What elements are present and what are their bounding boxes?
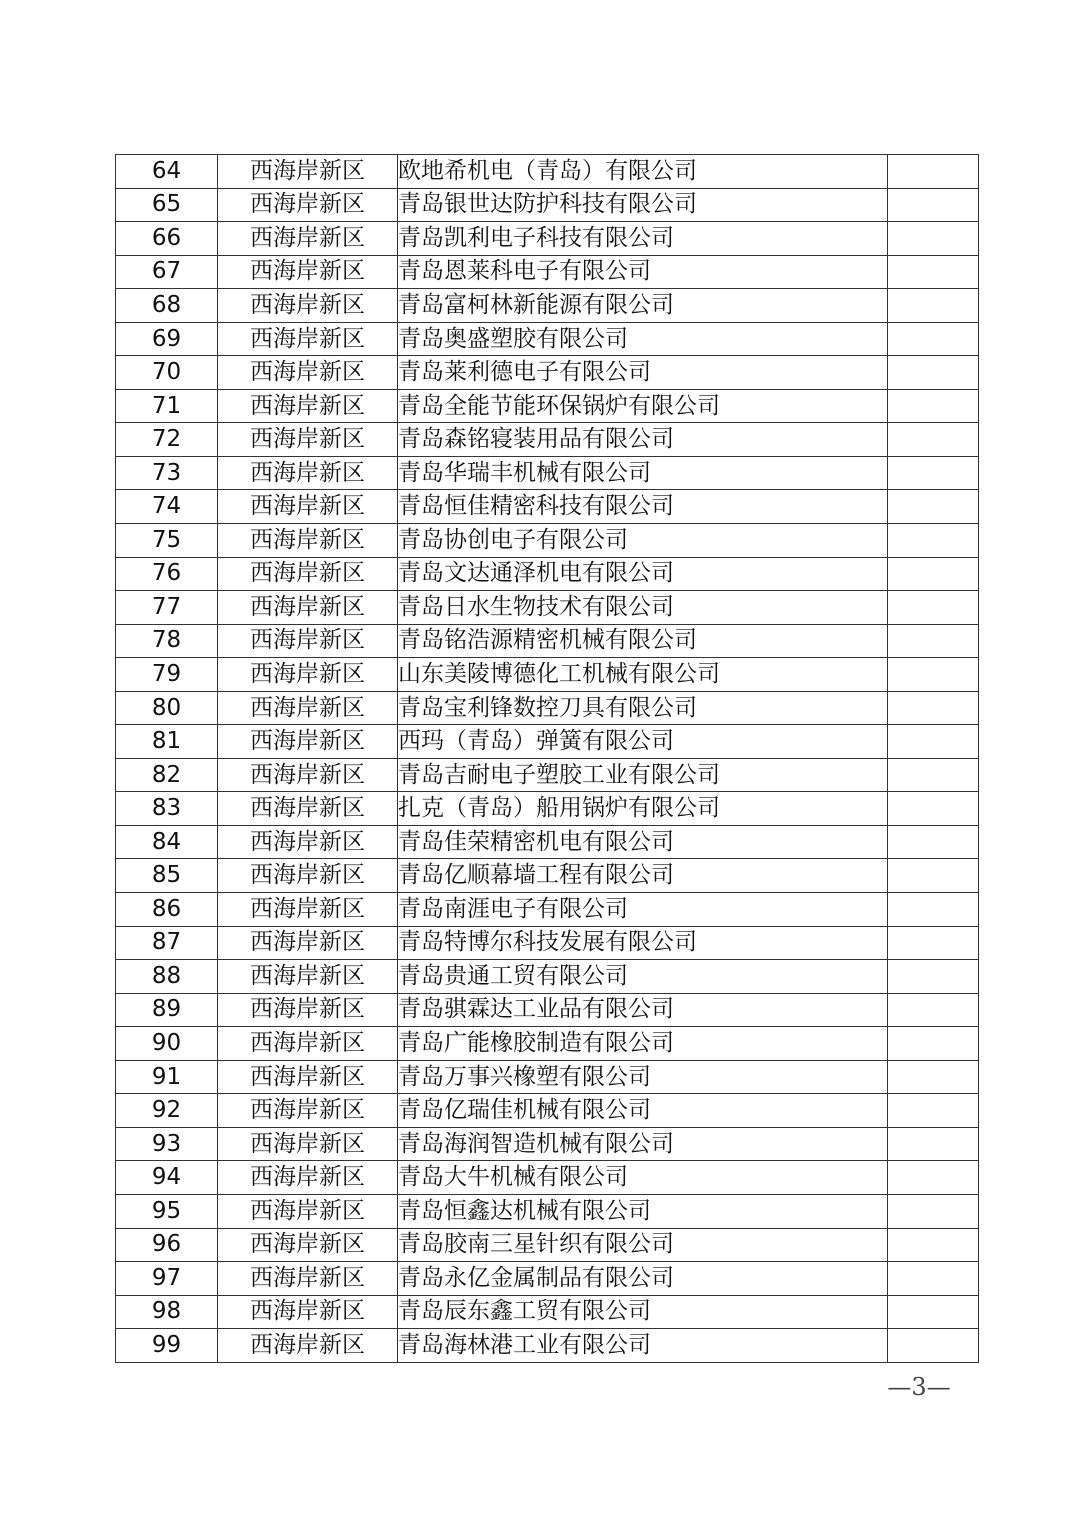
district-cell: 西海岸新区 [218,658,398,692]
company-name-cell: 青岛广能橡胶制造有限公司 [398,1027,888,1061]
company-name-cell: 青岛亿瑞佳机械有限公司 [398,1094,888,1128]
district-cell: 西海岸新区 [218,524,398,558]
company-name-cell: 青岛海润智造机械有限公司 [398,1127,888,1161]
table-row [116,423,979,457]
company-list-body [116,155,979,1363]
row-number-cell: 81 [116,725,218,759]
table-row [116,725,979,759]
note-cell [888,1262,979,1296]
row-number-cell: 64 [116,155,218,189]
table-row [116,1194,979,1228]
note-cell [888,591,979,625]
note-cell [888,1127,979,1161]
company-name-cell: 西玛（青岛）弹簧有限公司 [398,725,888,759]
district-cell: 西海岸新区 [218,222,398,256]
row-number-cell: 71 [116,389,218,423]
table-row [116,758,979,792]
district-cell: 西海岸新区 [218,490,398,524]
row-number-cell: 88 [116,960,218,994]
row-number-cell: 82 [116,758,218,792]
district-cell: 西海岸新区 [218,1228,398,1262]
company-name-cell: 青岛南涯电子有限公司 [398,893,888,927]
company-name-cell: 青岛恒鑫达机械有限公司 [398,1194,888,1228]
company-name-cell: 青岛亿顺幕墙工程有限公司 [398,859,888,893]
row-number-cell: 66 [116,222,218,256]
note-cell [888,222,979,256]
table-row [116,1329,979,1363]
table-row [116,289,979,323]
company-name-cell: 青岛万事兴橡塑有限公司 [398,1060,888,1094]
row-number-cell: 87 [116,926,218,960]
row-number-cell: 76 [116,557,218,591]
row-number-cell: 86 [116,893,218,927]
table-row [116,926,979,960]
note-cell [888,490,979,524]
table-row [116,792,979,826]
district-cell: 西海岸新区 [218,1194,398,1228]
row-number-cell: 95 [116,1194,218,1228]
company-name-cell: 青岛全能节能环保锅炉有限公司 [398,389,888,423]
company-name-cell: 青岛协创电子有限公司 [398,524,888,558]
district-cell: 西海岸新区 [218,557,398,591]
row-number-cell: 83 [116,792,218,826]
district-cell: 西海岸新区 [218,926,398,960]
company-list-table [115,154,979,1363]
district-cell: 西海岸新区 [218,725,398,759]
table-row [116,524,979,558]
row-number-cell: 80 [116,691,218,725]
district-cell: 西海岸新区 [218,1127,398,1161]
row-number-cell: 99 [116,1329,218,1363]
table-row [116,1295,979,1329]
row-number-cell: 73 [116,456,218,490]
table-row [116,859,979,893]
row-number-cell: 93 [116,1127,218,1161]
note-cell [888,859,979,893]
note-cell [888,456,979,490]
company-name-cell: 青岛森铭寝装用品有限公司 [398,423,888,457]
district-cell: 西海岸新区 [218,825,398,859]
note-cell [888,1094,979,1128]
page-number: —3— [887,1373,951,1401]
note-cell [888,1161,979,1195]
note-cell [888,423,979,457]
note-cell [888,792,979,826]
company-name-cell: 青岛大牛机械有限公司 [398,1161,888,1195]
district-cell: 西海岸新区 [218,1329,398,1363]
company-name-cell: 青岛富柯林新能源有限公司 [398,289,888,323]
table-row [116,658,979,692]
row-number-cell: 84 [116,825,218,859]
row-number-cell: 68 [116,289,218,323]
company-name-cell: 扎克（青岛）船用锅炉有限公司 [398,792,888,826]
company-name-cell: 青岛文达通泽机电有限公司 [398,557,888,591]
row-number-cell: 78 [116,624,218,658]
district-cell: 西海岸新区 [218,389,398,423]
company-name-cell: 青岛永亿金属制品有限公司 [398,1262,888,1296]
table-row [116,960,979,994]
note-cell [888,1295,979,1329]
row-number-cell: 98 [116,1295,218,1329]
table-row [116,490,979,524]
district-cell: 西海岸新区 [218,758,398,792]
note-cell [888,893,979,927]
company-name-cell: 青岛骐霖达工业品有限公司 [398,993,888,1027]
company-name-cell: 欧地希机电（青岛）有限公司 [398,155,888,189]
district-cell: 西海岸新区 [218,289,398,323]
district-cell: 西海岸新区 [218,893,398,927]
row-number-cell: 69 [116,322,218,356]
note-cell [888,1027,979,1061]
row-number-cell: 96 [116,1228,218,1262]
note-cell [888,658,979,692]
table-row [116,1228,979,1262]
row-number-cell: 92 [116,1094,218,1128]
company-name-cell: 青岛海林港工业有限公司 [398,1329,888,1363]
table-row [116,1161,979,1195]
district-cell: 西海岸新区 [218,456,398,490]
note-cell [888,1060,979,1094]
note-cell [888,524,979,558]
row-number-cell: 89 [116,993,218,1027]
company-name-cell: 青岛贵通工贸有限公司 [398,960,888,994]
table-row [116,993,979,1027]
row-number-cell: 75 [116,524,218,558]
district-cell: 西海岸新区 [218,423,398,457]
table-row [116,322,979,356]
district-cell: 西海岸新区 [218,1027,398,1061]
table-row [116,1127,979,1161]
note-cell [888,960,979,994]
company-name-cell: 青岛辰东鑫工贸有限公司 [398,1295,888,1329]
note-cell [888,389,979,423]
district-cell: 西海岸新区 [218,356,398,390]
note-cell [888,825,979,859]
note-cell [888,255,979,289]
note-cell [888,155,979,189]
note-cell [888,1228,979,1262]
table-row [116,1060,979,1094]
company-name-cell: 青岛佳荣精密机电有限公司 [398,825,888,859]
table-row [116,188,979,222]
row-number-cell: 65 [116,188,218,222]
company-name-cell: 青岛宝利锋数控刀具有限公司 [398,691,888,725]
note-cell [888,1329,979,1363]
district-cell: 西海岸新区 [218,1060,398,1094]
district-cell: 西海岸新区 [218,1295,398,1329]
note-cell [888,557,979,591]
district-cell: 西海岸新区 [218,624,398,658]
company-name-cell: 青岛日水生物技术有限公司 [398,591,888,625]
note-cell [888,926,979,960]
company-name-cell: 青岛莱利德电子有限公司 [398,356,888,390]
company-name-cell: 青岛银世达防护科技有限公司 [398,188,888,222]
district-cell: 西海岸新区 [218,960,398,994]
company-name-cell: 青岛凯利电子科技有限公司 [398,222,888,256]
row-number-cell: 72 [116,423,218,457]
note-cell [888,1194,979,1228]
table-row [116,1027,979,1061]
table-row [116,825,979,859]
note-cell [888,289,979,323]
note-cell [888,322,979,356]
district-cell: 西海岸新区 [218,591,398,625]
table-row [116,255,979,289]
table-row [116,456,979,490]
row-number-cell: 74 [116,490,218,524]
district-cell: 西海岸新区 [218,255,398,289]
district-cell: 西海岸新区 [218,1262,398,1296]
table-row [116,557,979,591]
table-row [116,155,979,189]
company-name-cell: 青岛吉耐电子塑胶工业有限公司 [398,758,888,792]
table-row [116,591,979,625]
company-name-cell: 青岛特博尔科技发展有限公司 [398,926,888,960]
company-name-cell: 青岛铭浩源精密机械有限公司 [398,624,888,658]
district-cell: 西海岸新区 [218,1094,398,1128]
district-cell: 西海岸新区 [218,691,398,725]
note-cell [888,725,979,759]
row-number-cell: 91 [116,1060,218,1094]
note-cell [888,624,979,658]
row-number-cell: 94 [116,1161,218,1195]
district-cell: 西海岸新区 [218,322,398,356]
note-cell [888,993,979,1027]
row-number-cell: 79 [116,658,218,692]
table-row [116,389,979,423]
table-row [116,1094,979,1128]
district-cell: 西海岸新区 [218,792,398,826]
district-cell: 西海岸新区 [218,155,398,189]
table-row [116,222,979,256]
district-cell: 西海岸新区 [218,993,398,1027]
row-number-cell: 77 [116,591,218,625]
company-name-cell: 青岛华瑞丰机械有限公司 [398,456,888,490]
note-cell [888,691,979,725]
district-cell: 西海岸新区 [218,1161,398,1195]
row-number-cell: 67 [116,255,218,289]
company-name-cell: 青岛恩莱科电子有限公司 [398,255,888,289]
district-cell: 西海岸新区 [218,859,398,893]
note-cell [888,758,979,792]
table-row [116,1262,979,1296]
row-number-cell: 90 [116,1027,218,1061]
company-name-cell: 青岛奥盛塑胶有限公司 [398,322,888,356]
row-number-cell: 70 [116,356,218,390]
row-number-cell: 85 [116,859,218,893]
company-name-cell: 青岛恒佳精密科技有限公司 [398,490,888,524]
row-number-cell: 97 [116,1262,218,1296]
district-cell: 西海岸新区 [218,188,398,222]
table-row [116,624,979,658]
table-row [116,356,979,390]
company-name-cell: 山东美陵博德化工机械有限公司 [398,658,888,692]
note-cell [888,188,979,222]
company-name-cell: 青岛胶南三星针织有限公司 [398,1228,888,1262]
note-cell [888,356,979,390]
table-row [116,691,979,725]
table-row [116,893,979,927]
